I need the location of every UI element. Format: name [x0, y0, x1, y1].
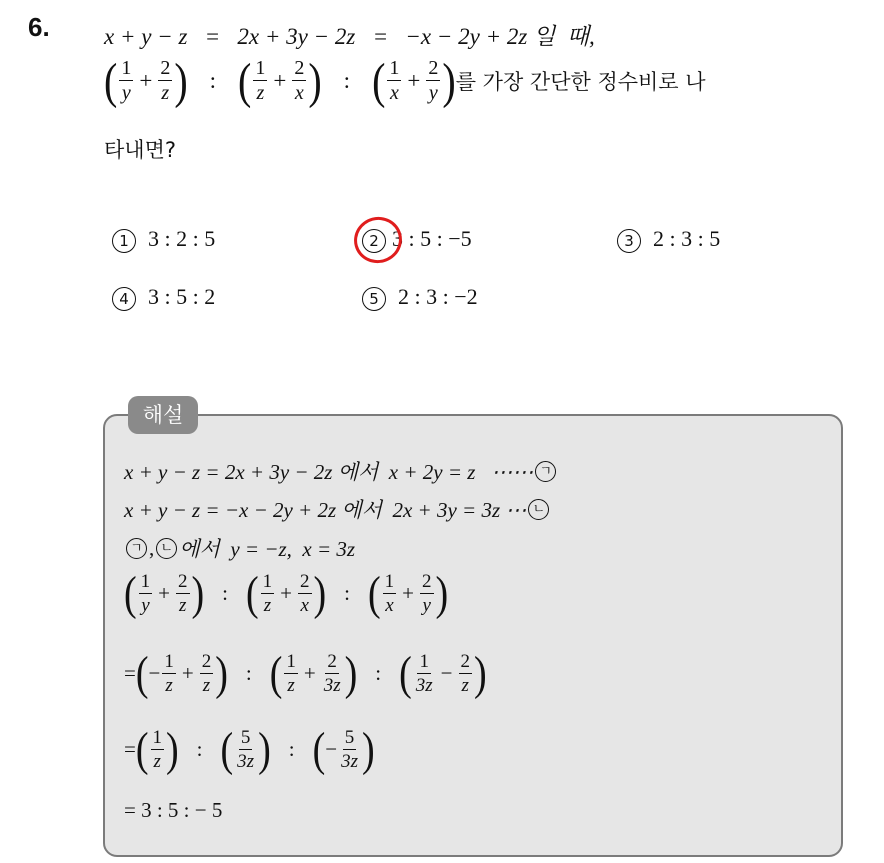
choice-marker: 1 — [112, 229, 136, 253]
choice-4[interactable]: 4 3 : 5 : 2 — [112, 284, 215, 311]
solution-line-5: = ( − $\frac{1}{z}$ + $\frac{2}{z}$ ) : ( $\frac{1}{z}$ + $\frac{2}{3z}$ ) : ( $\frac{1}{3z}$ − $\frac{2}{z}$ ) — [124, 647, 487, 700]
marker-giyeok: ㄱ — [535, 461, 556, 482]
choice-marker: 4 — [112, 287, 136, 311]
fraction: $\frac{1}{y}$ — [121, 57, 132, 104]
fraction: $\frac{2}{x}$ — [294, 57, 305, 104]
fraction: $\frac{1}{z}$ — [255, 57, 266, 104]
choice-1[interactable]: 1 3 : 2 : 5 — [112, 226, 215, 253]
choice-marker: 3 — [617, 229, 641, 253]
choice-marker: 5 — [362, 287, 386, 311]
choice-marker: 2 — [362, 229, 386, 253]
choice-2[interactable]: 2 3 : 5 : −5 — [362, 226, 472, 253]
fraction: $\frac{1}{x}$ — [389, 57, 400, 104]
solution-line-3: ㄱ , ㄴ 에서 y = −z, x = 3z — [124, 533, 355, 563]
question-condition: x + y − z = 2x + 3y − 2z = −x − 2y + 2z 일 때, — [104, 24, 595, 49]
solution-line-7: = 3 : 5 : − 5 — [124, 798, 223, 822]
fraction: $\frac{2}{z}$ — [160, 57, 171, 104]
choice-5[interactable]: 5 2 : 3 : −2 — [362, 284, 478, 311]
question-number: 6. — [28, 12, 50, 42]
fraction: $\frac{2}{y}$ — [428, 57, 439, 104]
choice-3[interactable]: 3 2 : 3 : 5 — [617, 226, 720, 253]
question-line-1 — [104, 18, 595, 51]
question-line-3: 타내면? — [104, 138, 177, 162]
question-line-2: ( $\frac{1}{y}$ + $\frac{2}{z}$ ) : ( $\frac{1}{z}$ + $\frac{2}{x}$ ) : ( $\frac{1}{x}$ + $\frac{2}{y}$ ) 를 가장 간단한 정수비로 나 — [104, 51, 706, 108]
marker-giyeok: ㄱ — [126, 538, 147, 559]
solution-line-6: = ( $\frac{1}{z}$ ) : ( $\frac{5}{3z}$ ) : ( − $\frac{5}{3z}$ ) — [124, 723, 375, 776]
solution-line-1: x + y − z = 2x + 3y − 2z 에서 x + 2y = z ⋯⋯ ㄱ — [124, 456, 558, 486]
solution-line-4: ( $\frac{1}{y}$ + $\frac{2}{z}$ ) : ( $\frac{1}{z}$ + $\frac{2}{x}$ ) : ( $\frac{1}{x}$ + $\frac{2}{y}$ ) — [124, 567, 449, 620]
solution-label: 해설 — [128, 396, 198, 434]
marker-nieun: ㄴ — [156, 538, 177, 559]
question-line-2-tail: 를 가장 간단한 정수비로 나 — [455, 69, 706, 94]
selected-answer-mark — [349, 212, 407, 269]
marker-nieun: ㄴ — [528, 499, 549, 520]
solution-line-2: x + y − z = −x − 2y + 2z 에서 2x + 3y = 3z ⋯ ㄴ — [124, 494, 551, 524]
